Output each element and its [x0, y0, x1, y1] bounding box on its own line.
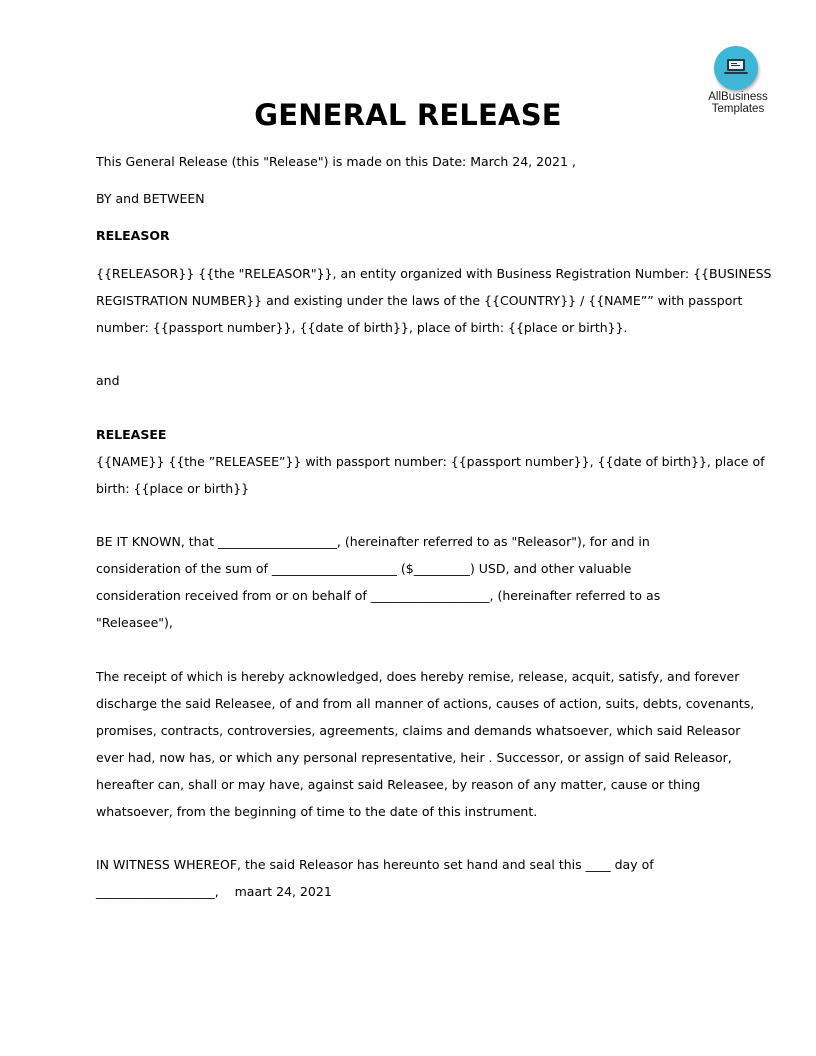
- witness-line-2: ___________________, maart 24, 2021: [96, 884, 332, 899]
- receipt-line-5: hereafter can, shall or may have, against said Releasee, by reason of any matter, cause or thing: [96, 777, 701, 792]
- releasor-heading: [96, 222, 736, 249]
- releasee-heading-text: RELEASEE: [96, 427, 167, 442]
- releasor-line-1: {{RELEASOR}} {{the "RELEASOR"}}, an entity organized with Business Registration Number: {{BUSINESS: [96, 266, 772, 281]
- by-between-line: BY and BETWEEN: [96, 191, 205, 206]
- releasor-line-2: REGISTRATION NUMBER}} and existing under the laws of the {{COUNTRY}} / {{NAME”” with passport: [96, 293, 743, 308]
- and-paragraph: [96, 367, 736, 394]
- logo-line-2: Templates: [711, 103, 765, 115]
- intro-paragraph: [96, 148, 736, 175]
- releasee-line-2: birth: {{place or birth}}: [96, 481, 250, 496]
- intro-line: This General Release (this "Release") is made on this Date: March 24, 2021 ,: [96, 154, 576, 169]
- known-line-1: BE IT KNOWN, that ___________________, (hereinafter referred to as "Releasor"), for and in: [96, 534, 650, 549]
- receipt-line-1: The receipt of which is hereby acknowledged, does hereby remise, release, acquit, satisfy, and forever: [96, 669, 740, 684]
- by-between-paragraph: [96, 185, 736, 212]
- and-line: and: [96, 373, 120, 388]
- releasee-line-1: {{NAME}} {{the ”RELEASEE”}} with passport number: {{passport number}}, {{date of birth}}, place of: [96, 454, 765, 469]
- receipt-line-4: ever had, now has, or which any personal representative, heir . Successor, or assign of said Releasor,: [96, 750, 732, 765]
- releasor-heading-text: RELEASOR: [96, 228, 170, 243]
- witness-paragraph: [96, 851, 736, 905]
- known-line-2: consideration of the sum of ____________________ ($_________) USD, and other valuable: [96, 561, 632, 576]
- known-line-3: consideration received from or on behalf of ___________________, (hereinafter referred to as: [96, 588, 661, 603]
- witness-line-1: IN WITNESS WHEREOF, the said Releasor has hereunto set hand and seal this ____ day of: [96, 857, 654, 872]
- receipt-paragraph: [96, 663, 755, 825]
- releasee-paragraph: [96, 421, 765, 502]
- receipt-line-6: whatsoever, from the beginning of time to the date of this instrument.: [96, 804, 538, 819]
- receipt-line-2: discharge the said Releasee, of and from all manner of actions, causes of action, suits, debts, covenants,: [96, 696, 755, 711]
- releasor-line-3: number: {{passport number}}, {{date of birth}}, place of birth: {{place or birth}}.: [96, 320, 628, 335]
- logo-line-1: AllBusiness: [708, 91, 768, 103]
- laptop-icon: [714, 46, 758, 90]
- document-title: GENERAL RELEASE: [254, 98, 562, 132]
- known-line-4: "Releasee"),: [96, 615, 173, 630]
- releasor-paragraph: [96, 260, 772, 341]
- receipt-line-3: promises, contracts, controversies, agreements, claims and demands whatsoever, which said Releasor: [96, 723, 741, 738]
- be-it-known-paragraph: [96, 528, 736, 636]
